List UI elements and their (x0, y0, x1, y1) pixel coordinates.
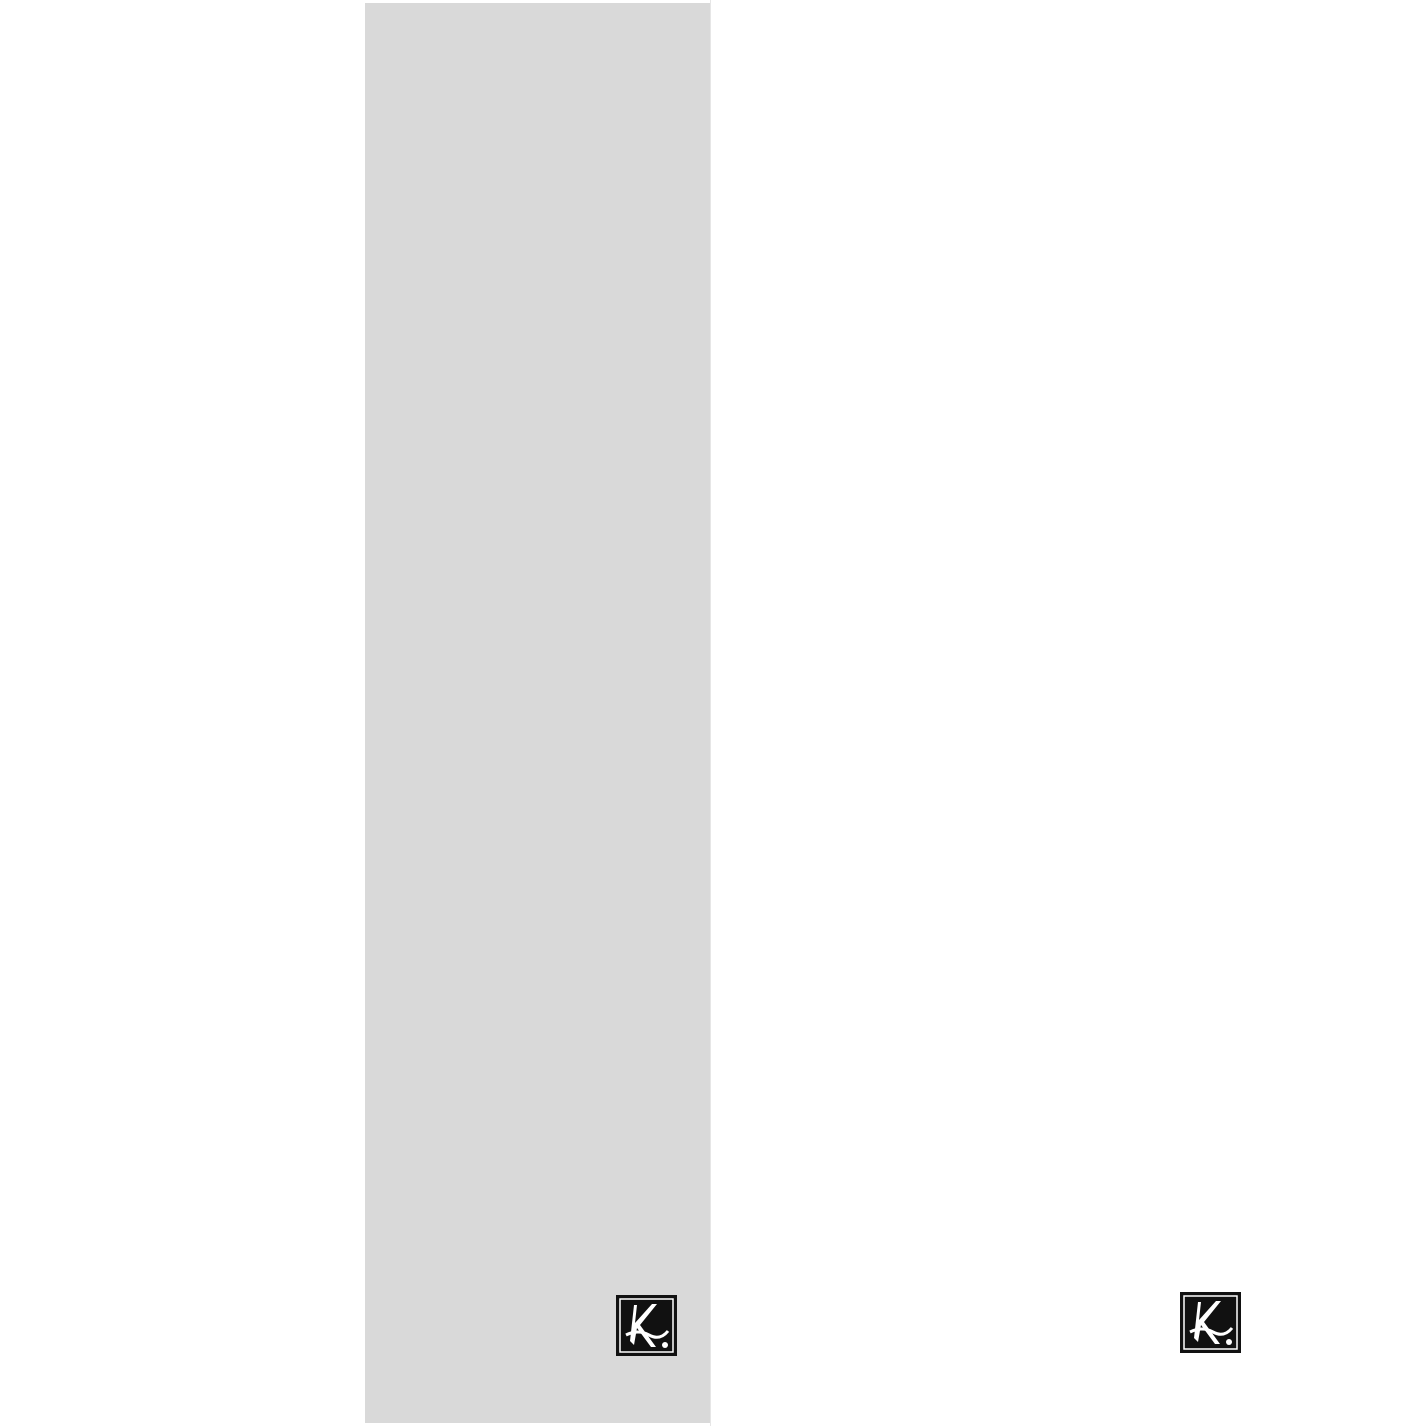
grey-panel (365, 3, 710, 1423)
k-mark-icon (1180, 1292, 1241, 1353)
kunstverein-logo-right (972, 1292, 1262, 1388)
fold-line (710, 0, 711, 1426)
k-mark-icon (616, 1295, 677, 1356)
kunstverein-logo (408, 1295, 698, 1391)
left-panel (0, 0, 365, 1426)
